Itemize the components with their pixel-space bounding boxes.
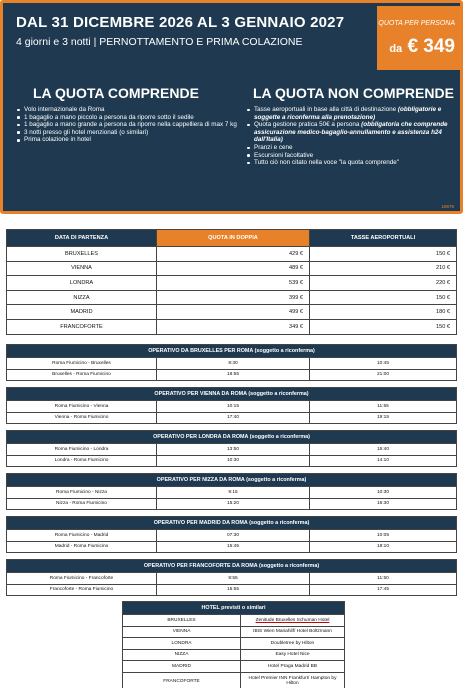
trip-dates-title: DAL 31 DICEMBRE 2026 AL 3 GENNAIO 2027 xyxy=(16,14,345,31)
hotel-cell: IBIS Wien Mariahilf/ Hotel Boltzmann xyxy=(241,626,345,638)
column-header: DATA DI PARTENZA xyxy=(7,230,157,247)
hotel-cell: Doubletree by Hilton xyxy=(241,638,345,650)
flight-table-vienna xyxy=(6,387,457,424)
arrival-time: 10:30 xyxy=(310,487,457,499)
trip-subtitle: 4 giorni e 3 notti | PERNOTTAMENTO E PRIMA COLAZIONE xyxy=(16,36,303,48)
route-cell: Roma Fiumicino - Madrid xyxy=(7,530,157,542)
table-row xyxy=(7,290,457,305)
tax-cell: 150 € xyxy=(310,247,457,262)
arrival-time: 17:45 xyxy=(310,584,457,596)
table-header-row xyxy=(7,230,457,247)
city-cell: NIZZA xyxy=(123,649,241,661)
table-row xyxy=(7,319,457,334)
arrival-time: 10:45 xyxy=(310,358,457,370)
table-row xyxy=(7,369,457,381)
table-row xyxy=(7,358,457,370)
route-cell: Londra - Roma Fiumicino xyxy=(7,455,157,467)
departure-time: 8:30 xyxy=(157,358,310,370)
price-label: QUOTA PER PERSONA xyxy=(378,20,455,27)
table-row xyxy=(7,305,457,320)
column-header: TASSE AEROPORTUALI xyxy=(310,230,457,247)
departure-time: 18:55 xyxy=(157,369,310,381)
table-row xyxy=(7,401,457,413)
departure-time: 15:55 xyxy=(157,584,310,596)
arrival-time: 18:10 xyxy=(310,541,457,553)
flight-table-title: OPERATIVO PER MADRID DA ROMA (soggetto a riconferma) xyxy=(7,517,457,530)
price-cell: 399 € xyxy=(157,290,310,305)
hotel-cell: Zenitude Bruxelles Schuman Hotel xyxy=(241,615,345,627)
arrival-time: 16:30 xyxy=(310,498,457,510)
city-cell: BRUXELLES xyxy=(7,247,157,262)
flight-table-londra xyxy=(6,430,457,467)
city-cell: MADRID xyxy=(123,661,241,673)
tax-cell: 210 € xyxy=(310,261,457,276)
table-row xyxy=(123,615,345,627)
departure-time: 15:45 xyxy=(157,541,310,553)
not-included-list xyxy=(245,106,450,167)
route-cell: Roma Fiumicino - Londra xyxy=(7,444,157,456)
table-row xyxy=(7,412,457,424)
departure-time: 15:20 xyxy=(157,498,310,510)
list-item: 3 notti presso gli hotel menzionati (o similari) xyxy=(15,129,240,137)
city-cell: LONDRA xyxy=(123,638,241,650)
arrival-time: 21:00 xyxy=(310,369,457,381)
list-item: Tasse aeroportuali in base alla città di destinazione (obbligatorie e soggette a riconferma alla prenotazione) xyxy=(245,106,450,121)
departure-time: 9:15 xyxy=(157,487,310,499)
table-row xyxy=(123,649,345,661)
hotel-cell: Easy Hotel Nice xyxy=(241,649,345,661)
departures-table xyxy=(6,229,457,335)
arrival-time: 19:15 xyxy=(310,412,457,424)
flight-table-title: OPERATIVO PER NIZZA DA ROMA (soggetto a riconferma) xyxy=(7,474,457,487)
city-cell: VIENNA xyxy=(123,626,241,638)
route-cell: Bruxelles - Roma Fiumicino xyxy=(7,369,157,381)
hotel-cell: Hotel Premier INN Frankfurt/ Hampton by Hilton xyxy=(241,672,345,688)
route-cell: Nizza - Roma Fiumicino xyxy=(7,498,157,510)
table-row xyxy=(7,584,457,596)
list-item: Quota gestione pratica 50€ a persona (obbligatoria che comprende assicurazione medico-bagaglio-annullamento e assistenza h24 dall'Italia) xyxy=(245,121,450,144)
departure-time: 17:40 xyxy=(157,412,310,424)
route-cell: Roma Fiumicino - Nizza xyxy=(7,487,157,499)
arrival-time: 14:10 xyxy=(310,455,457,467)
price-box xyxy=(377,6,463,70)
city-cell: VIENNA xyxy=(7,261,157,276)
tax-cell: 220 € xyxy=(310,276,457,291)
list-item: Tutto ciò non citato nella voce "la quota comprende" xyxy=(245,159,450,167)
price-cell: 539 € xyxy=(157,276,310,291)
arrival-time: 11:55 xyxy=(310,401,457,413)
price-cell: 349 € xyxy=(157,319,310,334)
column-header: QUOTA IN DOPPIA xyxy=(157,230,310,247)
offer-banner xyxy=(0,0,463,214)
flight-table-title: OPERATIVO PER VIENNA DA ROMA (soggetto a riconferma) xyxy=(7,388,457,401)
table-row xyxy=(7,573,457,585)
city-cell: LONDRA xyxy=(7,276,157,291)
table-row xyxy=(7,487,457,499)
departure-time: 9:55 xyxy=(157,573,310,585)
route-cell: Roma Fiumicino - Francoforte xyxy=(7,573,157,585)
table-row xyxy=(7,455,457,467)
hotel-cell: Hotel Praga Madrid BB xyxy=(241,661,345,673)
city-cell: MADRID xyxy=(7,305,157,320)
hotels-table xyxy=(122,601,345,688)
flight-table-madrid xyxy=(6,516,457,553)
price-value: da € 349 xyxy=(389,36,455,57)
table-row xyxy=(123,638,345,650)
route-cell: Roma Fiumicino - Vienna xyxy=(7,401,157,413)
departure-time: 10:15 xyxy=(157,401,310,413)
table-row xyxy=(7,247,457,262)
price-cell: 489 € xyxy=(157,261,310,276)
table-row xyxy=(123,672,345,688)
table-row xyxy=(7,276,457,291)
city-cell: FRANCOFORTE xyxy=(123,672,241,688)
departure-time: 10:30 xyxy=(157,455,310,467)
city-cell: BRUXELLES xyxy=(123,615,241,627)
departure-time: 13:50 xyxy=(157,444,310,456)
tax-cell: 150 € xyxy=(310,319,457,334)
list-item: Prima colazione in hotel xyxy=(15,136,240,144)
city-cell: NIZZA xyxy=(7,290,157,305)
not-included-title: LA QUOTA NON COMPRENDE xyxy=(253,85,454,101)
table-row xyxy=(7,261,457,276)
list-item: Escursioni facoltative xyxy=(245,152,450,160)
table-row xyxy=(7,530,457,542)
included-list xyxy=(15,106,240,144)
table-row xyxy=(123,626,345,638)
flight-table-title: OPERATIVO DA BRUXELLES PER ROMA (soggetto a riconferma) xyxy=(7,345,457,358)
city-cell: FRANCOFORTE xyxy=(7,319,157,334)
flight-table-bruxelles xyxy=(6,344,457,381)
arrival-time: 11:50 xyxy=(310,573,457,585)
price-cell: 499 € xyxy=(157,305,310,320)
route-cell: Roma Fiumicino - Bruxelles xyxy=(7,358,157,370)
banner-header xyxy=(6,6,463,70)
tax-cell: 180 € xyxy=(310,305,457,320)
table-row xyxy=(7,498,457,510)
flight-table-title: OPERATIVO PER LONDRA DA ROMA (soggetto a riconferma) xyxy=(7,431,457,444)
table-row xyxy=(7,541,457,553)
table-row xyxy=(123,661,345,673)
table-row xyxy=(7,444,457,456)
price-cell: 429 € xyxy=(157,247,310,262)
flight-table-nizza xyxy=(6,473,457,510)
flight-table-francoforte xyxy=(6,559,457,596)
arrival-time: 10:05 xyxy=(310,530,457,542)
list-item: Volo internazionale da Roma xyxy=(15,106,240,114)
included-title: LA QUOTA COMPRENDE xyxy=(33,85,199,101)
route-cell: Vienna - Roma Fiumicino xyxy=(7,412,157,424)
hotels-table-title: HOTEL previsti o similari xyxy=(123,602,345,615)
banner-code: 18679 xyxy=(441,204,454,209)
list-item: 1 bagaglio a mano grande a persona da riporre nella cappelliera di max 7 kg xyxy=(15,121,240,129)
departure-time: 07:30 xyxy=(157,530,310,542)
route-cell: Francoforte - Roma Fiumicino xyxy=(7,584,157,596)
arrival-time: 15:40 xyxy=(310,444,457,456)
list-item: Pranzi e cene xyxy=(245,144,450,152)
list-item: 1 bagaglio a mano piccolo a persona da riporre sotto il sedile xyxy=(15,114,240,122)
route-cell: Madrid - Roma Fiumicino xyxy=(7,541,157,553)
tax-cell: 150 € xyxy=(310,290,457,305)
flight-table-title: OPERATIVO PER FRANCOFORTE DA ROMA (soggetto a riconferma) xyxy=(7,560,457,573)
